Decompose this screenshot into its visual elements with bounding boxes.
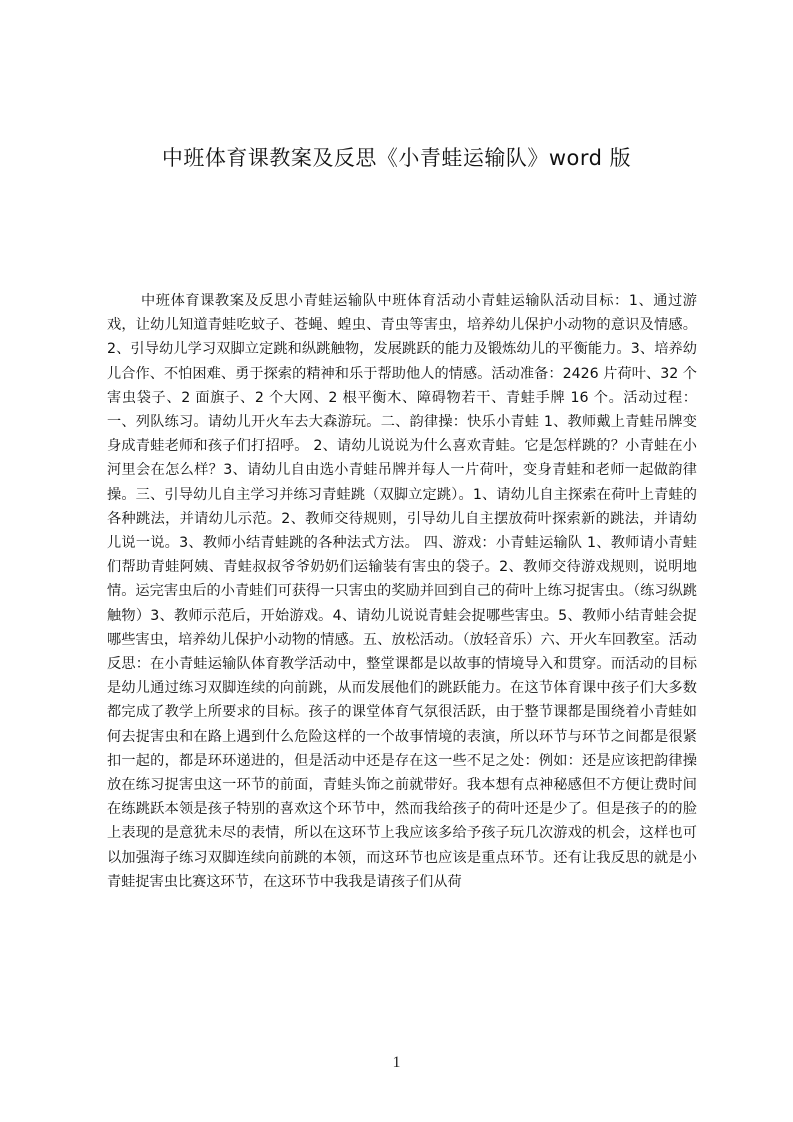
page-number: 1 (392, 1054, 401, 1071)
document-title: 中班体育课教案及反思《小青蛙运输队》word 版 (161, 146, 632, 170)
document-body-paragraph: 中班体育课教案及反思小青蛙运输队中班体育活动小青蛙运输队活动目标：1、通过游戏，让幼儿知道青蛙吃蚊子、苍蝇、蝗虫、青虫等害虫，培养幼儿保护小动物的意识及情感。2、引导幼儿学习双脚立定跳和纵跳触物，发展跳跃的能力及锻炼幼儿的平衡能力。3、培养幼儿合作、不怕困难、勇于探索的精神和乐于帮助他人的情感。活动准备：2426 片荷叶、32 个害虫袋子、2 面旗子、2 个大网、2 根平衡木、障碍物若干、青蛙手牌 16 个。活动过程：一、列队练习。请幼儿开火车去大森游玩。二、韵律操：快乐小青蛙 1、教师戴上青蛙吊牌变身成青蛙老师和孩子们打招呼。 2、请幼儿说说为什么喜欢青蛙。它是怎样跳的？小青蛙在小河里会在怎么样？3、请幼儿自由选小青蛙吊牌并每人一片荷叶，变身青蛙和老师一起做韵律操。三、引导幼儿自主学习并练习青蛙跳（双脚立定跳）。1、请幼儿自主探索在荷叶上青蛙的各种跳法，并请幼儿示范。2、教师交待规则，引导幼儿自主摆放荷叶探索新的跳法，并请幼儿说一说。3、教师小结青蛙跳的各种法式方法。 四、游戏：小青蛙运输队 1、教师请小青蛙们帮助青蛙阿姨、青蛙叔叔爷爷奶奶们运输装有害虫的袋子。2、教师交待游戏规则，说明地情。运完害虫后的小青蛙们可获得一只害虫的奖励并回到自己的荷叶上练习捉害虫。（练习纵跳触物）3、教师示范后，开始游戏。4、请幼儿说说青蛙会捉哪些害虫。5、教师小结青蛙会捉哪些害虫，培养幼儿保护小动物的情感。五、放松活动。（放轻音乐）六、开火车回教室。活动反思：在小青蛙运输队体育教学活动中，整堂课都是以故事的情境导入和贯穿。而活动的目标是幼儿通过练习双脚连续的向前跳，从而发展他们的跳跃能力。在这节体育课中孩子们大多数都完成了教学上所要求的目标。孩子的课堂体育气氛很活跃，由于整节课都是围绕着小青蛙如何去捉害虫和在路上遇到什么危险这样的一个故事情境的表演，所以环节与环节之间都是很紧扣一起的，都是环环递进的，但是活动中还是存在这一些不足之处：例如：还是应该把韵律操放在练习捉害虫这一环节的前面，青蛙头饰之前就带好。我本想有点神秘感但不方便让费时间在练跳跃本领是孩子特别的喜欢这个环节中，然而我给孩子的荷叶还是少了。但是孩子的的脸上表现的是意犹未尽的表情，所以在这环节上我应该多给予孩子玩几次游戏的机会，这样也可以加强海子练习双脚连续向前跳的本领，而这环节也应该是重点环节。还有让我反思的就是小青蛙捉害虫比赛这环节，在这环节中我我是请孩子们从荷 (107, 293, 697, 890)
